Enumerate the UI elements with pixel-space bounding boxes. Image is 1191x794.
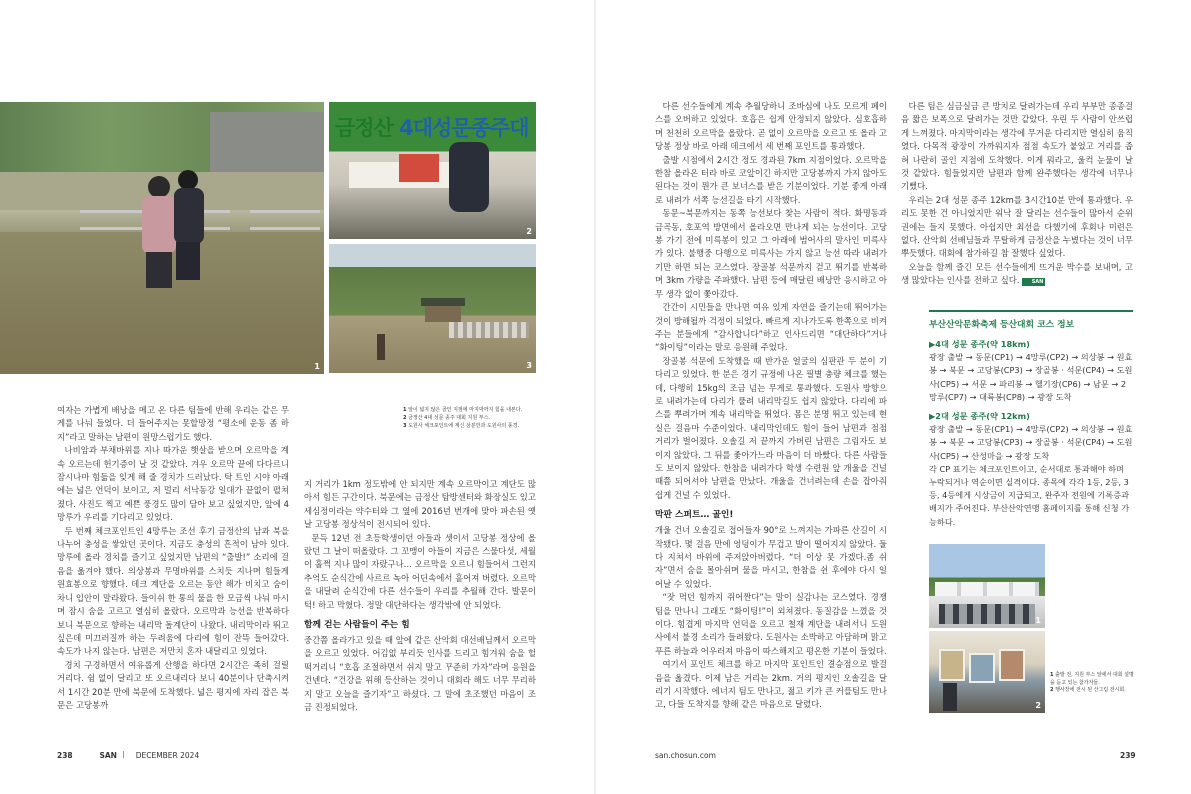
paragraph: 두 번째 체크포인트인 4망루는 조선 후기 금정산의 남과 북을 나누어 충성을 쌓았던 곳이다. 지금도 충성의 흔적이 남아 있다. 망루에 올라 경치를 즐기고 싶었지만 남편의 “출발!” 소리에 걸음을 옮겨야 했다. 의상봉과 무명바위를 스치듯 지나며 힘들게 원효봉으로 향했다. 데크 계단을 오르는 동안 해가 비치고 숨이 차니 입안이 말라왔다. 들이쉬 한 통의 물을 한 모금씩 나눠 마시며 잠시 숨을 고르고 열심히 올랐다. 오르막과 능선을 반복하다 보니 북문으로 향하는 내리막 돌계단이 나왔다. 내리막이라 뛰고 싶은데 미끄러질까 하는 두려움에 다리에 힘이 잔뜩 들어갔다. 속도가 나지 않는다. 남편은 저만치 혼자 내달리고 있었다. xyxy=(57,525,289,657)
photo-number: 1 xyxy=(1035,616,1041,625)
photo-captions-right xyxy=(1050,672,1135,695)
paragraph: 다른 팀은 심금실금 큰 방치로 달려가는데 우리 부부만 종종걸음 짧은 보폭으로 달려가는 것만 같았다. 우린 두 사람이 안쓰럽게 느껴졌다. 마지막이라는 생각에 무거운 다리지만 열심히 움직였다. 다목적 광장이 가까워지자 점점 속도가 붙었고 거리를 좁혀 나란히 골인 지점에 도착했다. 이게 뭐라고, 울컥 눈물이 날 것 같았다. 힘들었지만 남편과 함께 완주했다는 생각에 너무나 기뻤다. xyxy=(901,101,1133,192)
course-route-4gate: 광장 출발 → 동문(CP1) → 4망루(CP2) → 의상봉 → 원효봉 → 북문 → 고당봉(CP3) → 장골봉 · 석문(CP4) → 도원사(CP5) → 서문 → 파리봉 → 헬기장(CP6) → 남문 → 2망루(CP7) → 대륙봉(CP8) → 광장 도착 xyxy=(929,352,1133,402)
photo-number: 3 xyxy=(526,361,532,370)
paragraph: 간간이 시민들을 만나면 여유 있게 자연을 즐기는데 뛰어가는 것이 방해될까 걱정이 되었다. 빠르게 지나가도록 한쪽으로 비켜 주는 분들에게 “감사합니다”하고 인사드리면 “대단하다”거나 “화이팅”이라는 말로 응원해 주었다. xyxy=(655,302,887,353)
article-column-3 xyxy=(655,100,887,732)
booth-banner-text: 금정산 4대성문종주대 xyxy=(335,116,529,140)
caption-line: 1 출발 전, 지원 부스 앞에서 대회 설명을 듣고 있는 참가자들. xyxy=(1050,672,1134,686)
course-route-2gate: 광장 출발 → 동문(CP1) → 4망루(CP2) → 의상봉 → 원효봉 → 북문 → 고당봉(CP3) → 장골봉 · 석문(CP4) → 도원사(CP5) → 산성마을 → 광장 도착 xyxy=(929,424,1133,461)
info-box-rule xyxy=(929,310,1133,312)
photo-number: 2 xyxy=(526,227,532,236)
course-label-4gate: ▶4대 성문 종주(약 18km) xyxy=(929,339,1030,349)
photo-hikers-finish xyxy=(0,102,324,374)
section-heading: 함께 걷는 사람들이 주는 힘 xyxy=(304,620,410,631)
caption-line: 1 앞이 넓지 않은 골인 지점에 마지막까지 힘을 내본다. xyxy=(403,407,523,413)
caption-line: 3 도원사 체크포인트에 계신 삼분만과 도원사의 풍경. xyxy=(403,423,520,429)
caption-line: 2 행사장에 전시 된 산그림 전시회. xyxy=(1050,687,1126,694)
photo-number: 1 xyxy=(314,362,320,371)
course-note: 각 CP 표기는 체크포인트이고, 순서대로 통과해야 하며 누락되거나 역순이면 실격이다. 종목에 각각 1등, 2등, 3등, 4등에게 시상금이 지급되고, 완주자 전원에 기록증과 배지가 주어진다. 부산산악연맹 홈페이지를 통해 신청 가능하다. xyxy=(929,463,1130,527)
footer-site xyxy=(655,751,716,760)
left-page xyxy=(0,0,595,794)
paragraph: 다른 선수들에게 계속 추월당하니 조바심에 나도 모르게 페이스를 오버하고 있었다. 호흡은 쉽게 안정되지 않았다. 심호흡하며 천천히 오르막을 올랐다. 곧 없이 오르막을 오르고 또 올라 고당봉 정상 바로 아래 데크에서 세 번째 포인트를 통과했다. xyxy=(655,101,887,152)
article-column-1 xyxy=(57,404,289,729)
paragraph: “잣 먹던 힘까지 쥐어짠다”는 말이 실감나는 코스였다. 경쟁 팀을 만나니 그래도 “화이팅!”이 외쳐졌다. 동질감을 느꼈을 것이다. 힘겹게 마지막 언덕을 오르고 철재 계단을 내려서니 도원사에서 불경 소리가 들려왔다. 도원사는 소박하고 아담하며 맑고 푸른 하늘과 어우러져 마음이 따스해지고 평온한 기분이 들었다. xyxy=(655,592,887,656)
page-number: 238 xyxy=(57,751,73,760)
caption-line: 2 금정산 4대 성문 종주 대회 지원 부스. xyxy=(403,415,491,421)
footer-left xyxy=(57,751,199,760)
photo-art-exhibition xyxy=(929,631,1045,713)
photo-booth-tents xyxy=(929,544,1045,628)
article-column-2 xyxy=(304,478,536,734)
paragraph: 장골봉 석문에 도착했을 때 반가운 얼굴의 심판관 두 분이 기다리고 있었다. 한 분은 경기 규정에 나온 필별 충량 체크를 했는데, 다행히 15kg의 조금 넘는 무게로 통과했다. 도원사 방향으로 내려가는데 다리가 풀려 내리막길도 쉽지 않았다. 다리에 파스를 뿌려가며 계속 내리막을 뛰었다. 몸은 분명 뛰고 있는데 현실은 걸음마 수준이었다. 내리막인데도 힘이 들어 남편과 점점 거리가 벌어졌다. 오솔길 저 끝까지 가버린 남편은 그림자도 보이지 않았다. 그 뒤를 좇아가느라 마음이 더 바빴다. 다른 사람들도 보이지 않았다. 한참을 내려가다 학생 수련원 앞 개울을 건널 때쯤 되어서야 남편을 만났다. 개울을 건너려는데 손을 잡아줘 쉽게 건널 수 있었다. xyxy=(655,355,887,500)
photo-event-booth xyxy=(329,102,536,239)
info-box-title: 부산산악문화축제 등산대회 코스 정보 xyxy=(929,320,1075,330)
paragraph: 문득 12년 전 초등학생이던 아들과 셋이서 고당봉 정상에 올랐던 그 날이 떠올랐다. 그 꼬맹이 아들이 지금은 스물다섯, 세월이 훌쩍 지나 많이 자랐구나… 오르막을 오르니 힘들어서 그런지 추억도 순식간에 사르르 녹아 어딘속에서 흩어져 버렸다. 오르막을 내달려 순식간에 다른 선수들이 우리를 추월해 간다. 발문이 턱! 하고 막혔다. 정말 대단하다는 생각밖에 안 되었다. xyxy=(304,532,536,610)
paragraph: 중간쯤 올라가고 있을 때 앞에 같은 산악회 대선배님께서 오르막을 오르고 있었다. 어김없 부리듯 인사를 드리고 힘겨워 숨을 헐떡거리니 “호흡 조절하면서 쉬지 말고 꾸준히 가자”라며 응원을 건넨다. “건강을 위해 등산하는 것이니 대회라 해도 너무 무리하지 말고 오늘을 즐기자”고 하셨다. 그 말에 초조했던 마음이 조금 진정되었다. xyxy=(304,635,536,713)
course-info-box xyxy=(929,310,1133,529)
page-number: 239 xyxy=(1120,751,1136,760)
article-column-4 xyxy=(901,100,1133,290)
photo-dowonsa-temple xyxy=(329,244,536,373)
paragraph: 경치 구경하면서 여유롭게 산행을 하다면 2시간은 족히 걸릴 거리다. 쉼 없이 달리고 또 오르내리다 보니 40분이나 단축시켜서 1시간 20분 만에 북문에 도착했다. 넓은 평지에 자리 잡은 북문은 고당봉까 xyxy=(57,659,289,710)
paragraph: 여기서 포인트 체크를 하고 마지막 포인트인 결승점으로 발걸음을 옮겼다. 이제 남은 거리는 2km. 거의 평지인 오솔길을 달리기 시작했다. 에너지 팀도 만나고, 젊고 키가 큰 커플팀도 만나고, 다들 도착지를 향해 같은 마음으로 달렸다. xyxy=(655,659,887,710)
issue-date: DECEMBER 2024 xyxy=(135,751,200,760)
paragraph: 출발 시점에서 2시간 정도 경과된 7km 지점이었다. 오르막을 한참 올라온 터라 바로 코앞이긴 하지만 고당봉까지 가지 않아도 된다는 것이 뭔가 큰 보너스를 받은 기분이었다. 기분 좋게 아래로 내려가 서쪽 능선길을 타기 시작했다. xyxy=(655,154,887,205)
paragraph: 우리는 2대 성문 종주 12km를 3시간10분 만에 통과했다. 우리도 못한 건 아니었지만 워낙 잘 달리는 선수들이 많아서 순위권에는 들지 못했다. 아쉽지만 최선을 다했기에 후회나 미련은 없다. 산악회 선배님들과 무탈하게 금정산을 누볐다는 것이 너무 뿌듯했다. 대회에 참가하길 참 잘했다 싶었다. xyxy=(901,194,1133,259)
paragraph: 나비암과 부채바위를 지나 따가운 햇살을 받으며 오르막을 계속 오르는데 헌기증이 날 것 같았다. 겨우 오르막 끝에 다다르니 잠시나마 힘듦을 잊게 해 줄 경치가 드러났다. 탁 트인 시야 아래에는 넓은 언덕이 보이고, 저 멀리 서낙동강 일대가 끝없이 펼쳐졌다. 사진도 찍고 예쁜 풍경도 많이 담아 보고 싶었지만, 앞에 4망루가 우리를 기다리고 있었다. xyxy=(57,445,289,523)
paragraph: 여자는 가볍게 배낭을 메고 온 다른 팀들에 반해 우리는 같은 무게를 나눠 들었다. 더 들어주지는 못할망정 “평소에 운동 좀 하지”라고 말하는 남편이 원망스럽기도 했다. xyxy=(57,405,289,442)
paragraph: 동문~북문까지는 동쪽 능선보다 찾는 사람이 적다. 화명동과 금곡동, 호포역 방면에서 올라오면 만나게 되는 능선이다. 고당봉 가기 전에 미륵봉이 있고 그 아래에 범어사의 말사인 미륵사가 있다. 불행중 다행으로 미륵사는 가지 않고 능선 따라 내려가기만 하면 되는 코스였다. 장골봉 석문까지 걷고 뛰기를 반복하며 3km 가량을 주파했다. 남편 등에 매달린 배낭만 응시하고 아무 생각 없이 쫓아갔다. xyxy=(655,208,887,299)
paragraph: 오늘을 함께 즐긴 모든 선수들에게 뜨거운 박수를 보내며, 고생 많았다는 인사를 전하고 싶다. SAN xyxy=(901,261,1133,286)
site-url[interactable]: san.chosun.com xyxy=(655,751,716,760)
section-heading: 막판 스퍼트… 골인! xyxy=(655,510,734,521)
footer-right xyxy=(1120,751,1136,760)
end-mark-icon: SAN xyxy=(1022,278,1045,286)
course-label-2gate: ▶2대 성문 종주(약 12km) xyxy=(929,411,1030,422)
paragraph: 지 거리가 1km 정도밖에 안 되지만 계속 오르막이고 계단도 많아서 힘든 구간이다. 북문에는 금정산 탐방센터와 화장실도 있고 세심정이라는 약수터와 그 옆에 2016년 번개에 맞아 파손된 옛날 고당봉 정상석이 전시되어 있다. xyxy=(304,479,536,530)
magazine-name: SAN xyxy=(99,751,117,760)
paragraph: 개울 건너 오솔길로 접어들자 90°로 느껴지는 가파른 산길이 시작됐다. 몇 걸음 만에 엉덩이가 무겁고 발이 떨어지지 않았다. 둘 다 지쳐서 바위에 주저앉아버렸다. “더 이상 못 가겠다.좀 쉬자”면서 숨을 몰아쉬며 물을 마시고, 한참을 쉰 후에야 다시 일어날 수 있었다. xyxy=(655,525,887,589)
photo-number: 2 xyxy=(1035,701,1041,710)
photo-captions-left xyxy=(403,406,538,430)
